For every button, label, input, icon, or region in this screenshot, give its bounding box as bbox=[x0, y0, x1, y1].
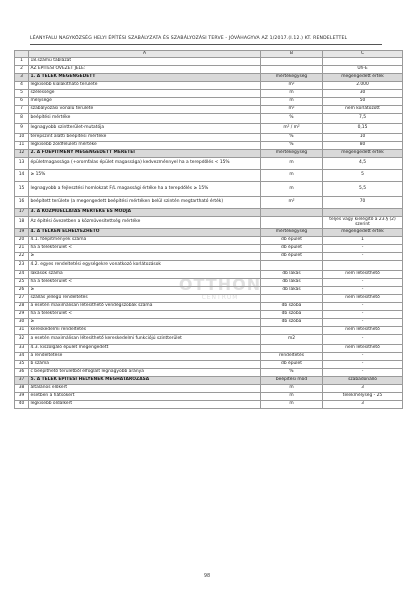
row-number: 3 bbox=[15, 74, 29, 82]
cell-b: mértékegység bbox=[261, 150, 323, 158]
cell-c: - bbox=[323, 353, 403, 361]
table-row bbox=[15, 327, 403, 335]
cell-a: épületmagassága (+oromfalas épület magassága) kedvezménnyel ha a terepdőlés < 15% bbox=[29, 158, 261, 170]
table-row bbox=[15, 150, 403, 158]
row-number: 7 bbox=[15, 106, 29, 114]
cell-b bbox=[261, 217, 323, 229]
cell-b: % bbox=[261, 134, 323, 142]
cell-a: a esetén maximálisan létesíthető vendégszobák száma bbox=[29, 303, 261, 311]
row-number: 6 bbox=[15, 98, 29, 106]
cell-a: beépített területe (a megengedett beépítési mértéken belül szintén megtartható érték) bbox=[29, 197, 261, 209]
cell-b: db épület bbox=[261, 237, 323, 245]
cell-c: megengedett érték bbox=[323, 150, 403, 158]
cell-b: % bbox=[261, 369, 323, 377]
cell-a: ha a telekterület < bbox=[29, 279, 261, 287]
cell-a: esetben a hátsókert bbox=[29, 393, 261, 401]
row-number: 33 bbox=[15, 345, 29, 353]
cell-b: m² / m² bbox=[261, 124, 323, 134]
row-number: 21 bbox=[15, 245, 29, 253]
row-number: 17 bbox=[15, 209, 29, 217]
cell-b: m² bbox=[261, 82, 323, 90]
cell-c: 7,5 bbox=[323, 114, 403, 124]
cell-b: db szoba bbox=[261, 319, 323, 327]
cell-c: - bbox=[323, 303, 403, 311]
cell-a: 4.2. egyes rendeltetési egységekre vonatkozó korlátozások bbox=[29, 261, 261, 271]
row-number: 28 bbox=[15, 303, 29, 311]
cell-a: 18.számú táblázat bbox=[29, 58, 261, 66]
cell-b: db épület bbox=[261, 253, 323, 261]
row-number: 13 bbox=[15, 158, 29, 170]
cell-c: 30 bbox=[323, 90, 403, 98]
column-header-row bbox=[15, 51, 403, 58]
cell-a: a esetén maximálisan létesíthető kereskedelmi funkciójú szintterület bbox=[29, 335, 261, 345]
cell-b: db lakás bbox=[261, 271, 323, 279]
table-row bbox=[15, 353, 403, 361]
table-row bbox=[15, 335, 403, 345]
cell-c: - bbox=[323, 253, 403, 261]
row-number: 37 bbox=[15, 377, 29, 385]
cell-a: Az építési övezetben a közművesítettség mértéke bbox=[29, 217, 261, 229]
row-number: 9 bbox=[15, 124, 29, 134]
row-number: 36 bbox=[15, 369, 29, 377]
cell-a: 4.3. kiszolgáló épület megengedett bbox=[29, 345, 261, 353]
cell-a: 4.1. főépítmények száma bbox=[29, 237, 261, 245]
row-number: 14 bbox=[15, 170, 29, 182]
table-row bbox=[15, 142, 403, 150]
cell-a: legkisebb zöldfelületi mértéke bbox=[29, 142, 261, 150]
cell-c bbox=[323, 58, 403, 66]
table-row bbox=[15, 74, 403, 82]
cell-c: 5 bbox=[323, 170, 403, 182]
table-row bbox=[15, 197, 403, 209]
cell-b bbox=[261, 66, 323, 74]
row-number: 32 bbox=[15, 335, 29, 345]
row-number: 15 bbox=[15, 182, 29, 197]
cell-a: legnagyobb szintterület-mutatója bbox=[29, 124, 261, 134]
table-row bbox=[15, 170, 403, 182]
cell-a: 1. A TELEK MEGENGEDETT bbox=[29, 74, 261, 82]
table-row bbox=[15, 98, 403, 106]
row-number: 27 bbox=[15, 295, 29, 303]
cell-c: 1 bbox=[323, 237, 403, 245]
table-row bbox=[15, 319, 403, 327]
cell-a: ≥ 15% bbox=[29, 170, 261, 182]
row-number: 2 bbox=[15, 66, 29, 74]
table-row bbox=[15, 106, 403, 114]
cell-b: m bbox=[261, 98, 323, 106]
cell-c: nem létesíthető bbox=[323, 295, 403, 303]
cell-c: 50 bbox=[323, 98, 403, 106]
row-number: 25 bbox=[15, 279, 29, 287]
cell-c: 10 bbox=[323, 134, 403, 142]
cell-b bbox=[261, 345, 323, 353]
regulation-table bbox=[14, 50, 403, 409]
row-number: 10 bbox=[15, 134, 29, 142]
cell-a: 5. A TELEK ÉPÍTÉSI HELYÉNEK MEGHATÁROZÁSA bbox=[29, 377, 261, 385]
table-row bbox=[15, 261, 403, 271]
table-row bbox=[15, 237, 403, 245]
cell-c: telekmélység - 25 bbox=[323, 393, 403, 401]
cell-b: rendeltetés bbox=[261, 353, 323, 361]
cell-a: szállás jellegű rendeltetés bbox=[29, 295, 261, 303]
table-row bbox=[15, 271, 403, 279]
cell-b: mértékegység bbox=[261, 74, 323, 82]
row-number: 5 bbox=[15, 90, 29, 98]
cell-a: ha a telekterület < bbox=[29, 245, 261, 253]
cell-c: - bbox=[323, 335, 403, 345]
cell-c: - bbox=[323, 287, 403, 295]
cell-a: AZ ÉPÍTÉSI ÖVEZET JELE: bbox=[29, 66, 261, 74]
cell-a: szabályozási vonalú területe bbox=[29, 106, 261, 114]
cell-c: - bbox=[323, 311, 403, 319]
cell-b: db épület bbox=[261, 245, 323, 253]
cell-c: nem létesíthető bbox=[323, 271, 403, 279]
cell-c: 2.000 bbox=[323, 82, 403, 90]
cell-c: 5,5 bbox=[323, 182, 403, 197]
cell-c bbox=[323, 209, 403, 217]
column-header-a: A bbox=[29, 51, 261, 58]
watermark-line-2: CENTRUM bbox=[201, 294, 239, 301]
table-row bbox=[15, 345, 403, 353]
cell-a: 3. A KÖZMŰELLÁTÁS MÉRTÉKE ÉS MÓDJA bbox=[29, 209, 261, 217]
cell-b: % bbox=[261, 114, 323, 124]
cell-a: legnagyobb a fejlesztési homlokzat F/L magassági értéke ha a terepdőlés ≥ 15% bbox=[29, 182, 261, 197]
table-row bbox=[15, 82, 403, 90]
cell-c: 70 bbox=[323, 197, 403, 209]
table-row bbox=[15, 134, 403, 142]
cell-b: m² bbox=[261, 197, 323, 209]
table-row bbox=[15, 361, 403, 369]
cell-a: 2. A FŐÉPÍTMÉNY MEGENGEDETT MÉRETEI bbox=[29, 150, 261, 158]
table-row bbox=[15, 279, 403, 287]
row-number: 35 bbox=[15, 361, 29, 369]
cell-a: b száma bbox=[29, 361, 261, 369]
cell-b: m bbox=[261, 158, 323, 170]
column-header-c: C bbox=[323, 51, 403, 58]
page-number: 98 bbox=[203, 573, 211, 579]
row-number: 40 bbox=[15, 401, 29, 409]
cell-a: kereskedelmi rendeltetés bbox=[29, 327, 261, 335]
cell-c: 80 bbox=[323, 142, 403, 150]
column-header-b: B bbox=[261, 51, 323, 58]
table-row bbox=[15, 124, 403, 134]
table-row bbox=[15, 385, 403, 393]
table-row bbox=[15, 209, 403, 217]
table-row bbox=[15, 245, 403, 253]
cell-b: % bbox=[261, 142, 323, 150]
row-number: 8 bbox=[15, 114, 29, 124]
cell-b: m bbox=[261, 182, 323, 197]
cell-c: - bbox=[323, 279, 403, 287]
cell-a: általános előkert bbox=[29, 385, 261, 393]
row-number: 20 bbox=[15, 237, 29, 245]
cell-a: szélessége bbox=[29, 90, 261, 98]
cell-c: nem korlátozott bbox=[323, 106, 403, 114]
row-number: 18 bbox=[15, 217, 29, 229]
row-number: 34 bbox=[15, 353, 29, 361]
cell-a: mélysége bbox=[29, 98, 261, 106]
cell-c: 4,5 bbox=[323, 158, 403, 170]
row-number: 39 bbox=[15, 393, 29, 401]
row-number: 24 bbox=[15, 271, 29, 279]
cell-a: a rendeltetése bbox=[29, 353, 261, 361]
header-rule bbox=[30, 44, 382, 45]
table-row bbox=[15, 58, 403, 66]
cell-b: m bbox=[261, 90, 323, 98]
row-number: 12 bbox=[15, 150, 29, 158]
cell-b: db lakás bbox=[261, 287, 323, 295]
table-row bbox=[15, 311, 403, 319]
cell-b: db lakás bbox=[261, 279, 323, 287]
cell-a: ≥ bbox=[29, 319, 261, 327]
row-number: 16 bbox=[15, 197, 29, 209]
corner-cell bbox=[15, 51, 29, 58]
cell-b: m bbox=[261, 385, 323, 393]
row-number: 31 bbox=[15, 327, 29, 335]
cell-b: m² bbox=[261, 106, 323, 114]
table-row bbox=[15, 393, 403, 401]
cell-b bbox=[261, 58, 323, 66]
cell-a: beépítési mértéke bbox=[29, 114, 261, 124]
cell-b: m bbox=[261, 401, 323, 409]
cell-b: m bbox=[261, 170, 323, 182]
row-number: 19 bbox=[15, 229, 29, 237]
cell-b: db épület bbox=[261, 361, 323, 369]
cell-b bbox=[261, 261, 323, 271]
cell-b: m2 bbox=[261, 335, 323, 345]
cell-c: - bbox=[323, 319, 403, 327]
cell-b: beépítési mód bbox=[261, 377, 323, 385]
cell-c: - bbox=[323, 369, 403, 377]
cell-a: terepszint alatti beépítési mértéke bbox=[29, 134, 261, 142]
row-number: 4 bbox=[15, 82, 29, 90]
cell-b: db szoba bbox=[261, 303, 323, 311]
row-number: 23 bbox=[15, 261, 29, 271]
cell-a: c beépíthető területből elfoglalt legnagyobb aránya bbox=[29, 369, 261, 377]
table-row bbox=[15, 253, 403, 261]
cell-b: mértékegység bbox=[261, 229, 323, 237]
table-row bbox=[15, 158, 403, 170]
watermark-line-1: OTTHON bbox=[178, 275, 262, 294]
cell-a: ha a telekterület < bbox=[29, 311, 261, 319]
cell-a: legkisebb kialakítható területe bbox=[29, 82, 261, 90]
table-row bbox=[15, 295, 403, 303]
table-row bbox=[15, 229, 403, 237]
cell-c: nem létesíthető bbox=[323, 345, 403, 353]
cell-b bbox=[261, 295, 323, 303]
row-number: 38 bbox=[15, 385, 29, 393]
row-number: 1 bbox=[15, 58, 29, 66]
cell-b: m bbox=[261, 393, 323, 401]
table-row bbox=[15, 287, 403, 295]
cell-a: ≥ bbox=[29, 253, 261, 261]
cell-c: 3 bbox=[323, 385, 403, 393]
table-row bbox=[15, 401, 403, 409]
table-row bbox=[15, 377, 403, 385]
cell-c: megengedett érték bbox=[323, 229, 403, 237]
row-number: 11 bbox=[15, 142, 29, 150]
cell-b: db szoba bbox=[261, 311, 323, 319]
document-header: LÉANYFALU NAGYKÖZSÉG HELYI ÉPÍTÉSI SZABÁLYZATA ÉS SZABÁLYOZÁSI TERVE - JÓVÁHAGYVA AZ 1/2017.(I.12.) KT. RENDELETTEL bbox=[30, 36, 348, 41]
cell-c: - bbox=[323, 245, 403, 253]
row-number: 29 bbox=[15, 311, 29, 319]
row-number: 22 bbox=[15, 253, 29, 261]
cell-b bbox=[261, 209, 323, 217]
cell-c: szabadonálló bbox=[323, 377, 403, 385]
table-row bbox=[15, 66, 403, 74]
table-row bbox=[15, 217, 403, 229]
table-row bbox=[15, 90, 403, 98]
cell-c: Üh-E bbox=[323, 66, 403, 74]
cell-c: - bbox=[323, 361, 403, 369]
table-row bbox=[15, 182, 403, 197]
row-number: 30 bbox=[15, 319, 29, 327]
cell-c: megengedett érték bbox=[323, 74, 403, 82]
cell-a: lakások száma bbox=[29, 271, 261, 279]
table-row bbox=[15, 303, 403, 311]
cell-a: ≥ bbox=[29, 287, 261, 295]
cell-b bbox=[261, 327, 323, 335]
cell-c: teljes vagy kielégítő a 23.§ (2) szerint bbox=[323, 217, 403, 229]
cell-c: 0,15 bbox=[323, 124, 403, 134]
table-row bbox=[15, 369, 403, 377]
cell-c bbox=[323, 261, 403, 271]
cell-c: nem létesíthető bbox=[323, 327, 403, 335]
table-row bbox=[15, 114, 403, 124]
cell-c: 3 bbox=[323, 401, 403, 409]
cell-a: 4. A TELKEN ELHELYEZHETŐ bbox=[29, 229, 261, 237]
row-number: 26 bbox=[15, 287, 29, 295]
cell-a: legkisebb oldalkert bbox=[29, 401, 261, 409]
